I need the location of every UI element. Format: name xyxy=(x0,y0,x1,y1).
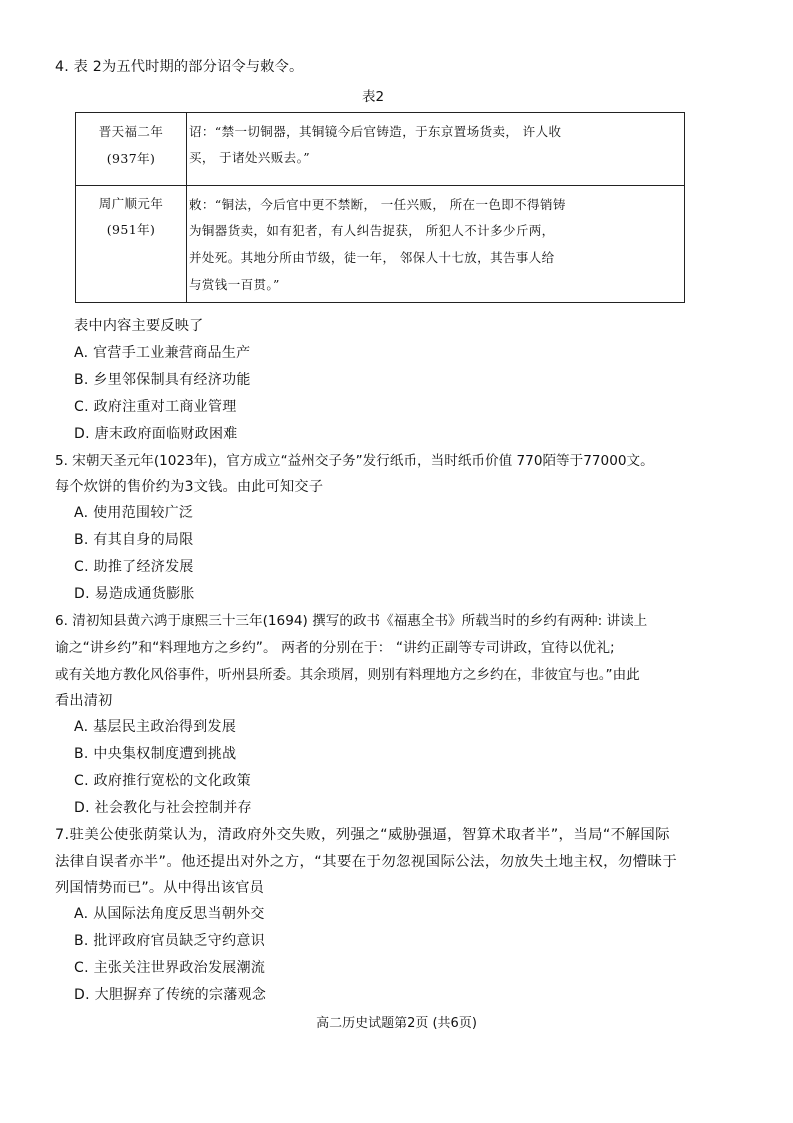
q6-stem-line3: 或有关地方教化风俗事件，听州县所委。其余琐屑，则别有料理地方之乡约在，非彼宜与也。”由此 xyxy=(55,667,640,683)
q6-option-d: D. 社会教化与社会控制并存 xyxy=(74,800,252,816)
row1-line1: 诏：“禁一切铜器，其铜镜今后官铸造，于东京置场货卖， 许人收 xyxy=(189,124,562,139)
q5-option-b: B. 有其自身的局限 xyxy=(74,532,194,548)
row1-year: (937年) xyxy=(106,151,156,166)
q4-option-a: A. 官营手工业兼营商品生产 xyxy=(74,345,251,361)
q7-stem-line1: 7.驻美公使张荫棠认为，清政府外交失败，列强之“威胁强逼，智算术取者半”，当局“不解国际 xyxy=(55,827,670,843)
q7-option-b: B. 批评政府官员缺乏守约意识 xyxy=(74,933,266,949)
row1-line2: 买， 于诸处兴贩去。” xyxy=(189,150,311,165)
row2-era: 周广顺元年 xyxy=(98,196,164,211)
q7-option-c: C. 主张关注世界政治发展潮流 xyxy=(74,960,266,976)
table-divider-horizontal xyxy=(76,185,684,186)
page-footer: 高二历史试题第2页 (共6页) xyxy=(316,1016,477,1031)
q5-stem-line2: 每个炊饼的售价约为3文钱。由此可知交子 xyxy=(55,479,324,495)
q4-option-c: C. 政府注重对工商业管理 xyxy=(74,399,237,415)
q7-stem-line3: 列国情势而已”。从中得出该官员 xyxy=(55,880,264,896)
table-divider-vertical xyxy=(186,113,187,302)
q6-stem-line4: 看出清初 xyxy=(55,693,113,709)
q4-option-b: B. 乡里邻保制具有经济功能 xyxy=(74,372,251,388)
q5-stem-line1: 5. 宋朝天圣元年(1023年)，官方成立“益州交子务”发行纸币，当时纸币价值 770陌等于77000文。 xyxy=(55,453,654,469)
row1-era: 晋天福二年 xyxy=(98,124,164,139)
q5-option-a: A. 使用范围较广泛 xyxy=(74,505,194,521)
q5-option-d: D. 易造成通货膨胀 xyxy=(74,586,195,602)
row2-line3: 并处死。其地分所由节级，徒一年， 邻保人十七放，其告事人给 xyxy=(189,250,555,265)
row2-line4: 与赏钱一百贯。” xyxy=(189,277,280,292)
q4-prompt: 表中内容主要反映了 xyxy=(74,318,204,334)
q7-option-d: D. 大胆摒弃了传统的宗藩观念 xyxy=(74,987,267,1003)
q7-stem-line2: 法律自误者亦半”。他还提出对外之方，“其要在于勿忽视国际公法，勿放失土地主权，勿懵昧于 xyxy=(55,854,678,870)
row2-year: (951年) xyxy=(106,222,156,237)
q4-option-d: D. 唐末政府面临财政困难 xyxy=(74,426,238,442)
q4-stem: 4. 表 2为五代时期的部分诏令与敕令。 xyxy=(55,59,304,75)
q7-option-a: A. 从国际法角度反思当朝外交 xyxy=(74,906,265,922)
row2-line2: 为铜器货卖，如有犯者，有人纠告捉获， 所犯人不计多少斤两， xyxy=(189,223,555,238)
q6-option-c: C. 政府推行宽松的文化政策 xyxy=(74,773,251,789)
q5-option-c: C. 助推了经济发展 xyxy=(74,559,194,575)
edict-table xyxy=(75,112,685,303)
q6-option-a: A. 基层民主政治得到发展 xyxy=(74,719,237,735)
q6-stem-line2: 谕之“讲乡约”和“料理地方之乡约”。 两者的分别在于： “讲约正副等专司讲政，宜待以优礼; xyxy=(55,640,615,656)
q6-option-b: B. 中央集权制度遭到挑战 xyxy=(74,746,237,762)
table-title: 表2 xyxy=(362,89,385,105)
q6-stem-line1: 6. 清初知县黄六鸿于康熙三十三年(1694) 撰写的政书《福惠全书》所载当时的乡约有两种: 讲读上 xyxy=(55,613,648,629)
row2-line1: 敕：“铜法，今后官中更不禁断， 一任兴贩， 所在一色即不得销铸 xyxy=(189,197,566,212)
